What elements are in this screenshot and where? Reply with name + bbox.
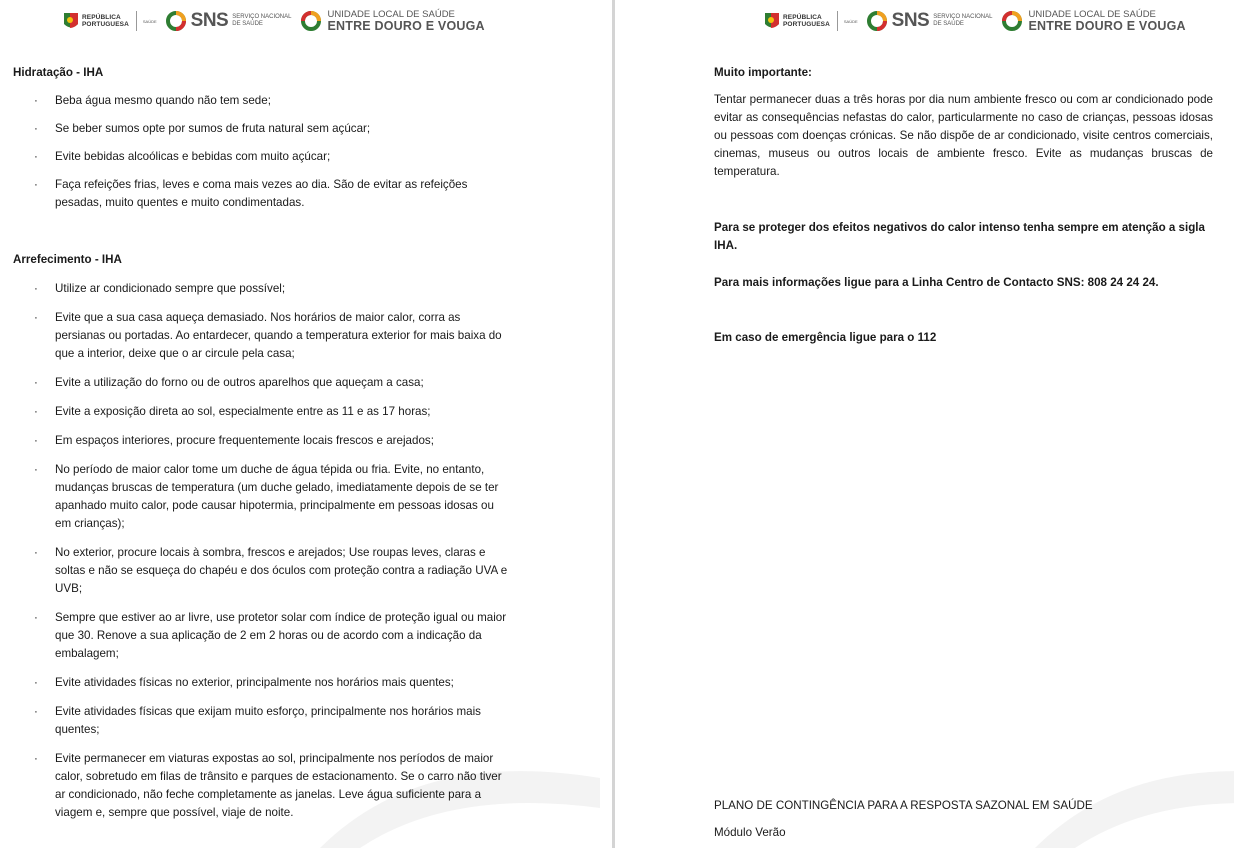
list-item	[13, 461, 513, 533]
list-item	[13, 750, 513, 822]
list-item	[13, 176, 513, 212]
document-page-right	[615, 0, 1234, 848]
sns-logo	[191, 10, 292, 32]
list-item-text: No exterior, procure locais à sombra, frescos e arejados; Use roupas leves, claras e soltas e não se esqueça do chapéu e dos óculos com proteção contra a radiação UVA e UVB;	[55, 546, 508, 595]
uls-line1: UNIDADE LOCAL DE SAÚDE	[1028, 9, 1156, 20]
section-heading-arrefecimento: Arrefecimento - IHA	[13, 253, 122, 266]
list-item	[13, 92, 513, 110]
list-item	[13, 309, 513, 363]
portugal-flag-icon	[63, 11, 79, 31]
sns-ring-icon	[165, 10, 187, 32]
saude-label: SAÚDE	[142, 18, 157, 24]
document-page-left	[0, 0, 612, 848]
important-heading: Muito importante:	[714, 66, 812, 79]
republica-logo	[63, 11, 129, 31]
bullet-marker: ·	[34, 282, 38, 295]
uls-logo	[300, 9, 484, 33]
list-item	[13, 609, 513, 663]
list-item-text: Evite bebidas alcoólicas e bebidas com muito açúcar;	[55, 150, 331, 163]
republica-line2: PORTUGUESA	[783, 21, 830, 28]
uls-logo	[1001, 9, 1185, 33]
bullet-marker: ·	[34, 150, 38, 163]
sns-line1: SERVIÇO NACIONAL	[933, 14, 993, 20]
emergency-note	[714, 329, 1224, 347]
uls-line2: ENTRE DOURO E VOUGA	[1028, 19, 1186, 33]
list-item	[13, 544, 513, 598]
bullet-marker: ·	[34, 178, 38, 191]
list-item-text: Beba água mesmo quando não tem sede;	[55, 94, 271, 107]
bullet-marker: ·	[34, 611, 38, 624]
bullet-marker: ·	[34, 546, 38, 559]
arrefecimento-section	[13, 251, 513, 822]
header-divider	[837, 11, 838, 31]
bullet-marker: ·	[34, 405, 38, 418]
bullet-marker: ·	[34, 311, 38, 324]
list-item	[13, 432, 513, 450]
list-item-text: Evite que a sua casa aqueça demasiado. Nos horários de maior calor, corra as persianas ou portadas. Ao entardecer, quando a temperatura exterior for mais baixa do que a interior, deixe que o ar circule pela casa;	[55, 311, 502, 360]
contact-note	[714, 274, 1224, 292]
portugal-flag-icon	[764, 11, 780, 31]
uls-ring-icon	[300, 10, 322, 32]
protect-note	[714, 219, 1224, 255]
list-item-text: Se beber sumos opte por sumos de fruta natural sem açúcar;	[55, 122, 371, 135]
list-item-text: Evite a exposição direta ao sol, especialmente entre as 11 e as 17 horas;	[55, 405, 431, 418]
bullet-marker: ·	[34, 463, 38, 476]
list-item-text: Evite atividades físicas que exijam muito esforço, principalmente nos horários mais quentes;	[55, 705, 481, 736]
republica-line2: PORTUGUESA	[82, 21, 129, 28]
list-item-text: Utilize ar condicionado sempre que possível;	[55, 282, 286, 295]
page-header	[63, 6, 485, 36]
republica-line1: REPÚBLICA	[82, 14, 121, 21]
uls-line1: UNIDADE LOCAL DE SAÚDE	[327, 9, 455, 20]
uls-line2: ENTRE DOURO E VOUGA	[327, 19, 485, 33]
header-divider	[136, 11, 137, 31]
list-item	[13, 403, 513, 421]
bullet-marker: ·	[34, 676, 38, 689]
section-heading-hidratacao: Hidratação - IHA	[13, 66, 104, 79]
list-item	[13, 148, 513, 166]
list-item-text: No período de maior calor tome um duche de água tépida ou fria. Evite, no entanto, mudanças bruscas de temperatura (um duche gelado, imediatamente depois de se ter apanhado muito calor, pode causar hipotermia, principalmente em pessoas idosas ou em crianças);	[55, 463, 499, 530]
republica-line1: REPÚBLICA	[783, 14, 822, 21]
bullet-marker: ·	[34, 94, 38, 107]
list-item	[13, 374, 513, 392]
bullet-marker: ·	[34, 705, 38, 718]
bullet-marker: ·	[34, 376, 38, 389]
page-footer	[714, 797, 1224, 842]
list-item-text: Evite a utilização do forno ou de outros aparelhos que aqueçam a casa;	[55, 376, 424, 389]
sns-text: SNS	[891, 10, 930, 31]
sns-text: SNS	[190, 10, 229, 31]
saude-label: SAÚDE	[843, 18, 858, 24]
important-section	[714, 64, 1213, 181]
list-item	[13, 280, 513, 298]
footer-module: Módulo Verão	[714, 826, 786, 839]
bullet-marker: ·	[34, 434, 38, 447]
list-item-text: Evite atividades físicas no exterior, principalmente nos horários mais quentes;	[55, 676, 454, 689]
sns-line2: DE SAÚDE	[232, 21, 263, 27]
sns-ring-icon	[866, 10, 888, 32]
bullet-marker: ·	[34, 122, 38, 135]
list-item	[13, 674, 513, 692]
bullet-marker: ·	[34, 752, 38, 765]
sns-logo	[892, 10, 993, 32]
page-header	[764, 6, 1186, 36]
sns-line2: DE SAÚDE	[933, 21, 964, 27]
important-paragraph: Tentar permanecer duas a três horas por dia num ambiente fresco ou com ar condicionado pode evitar as consequências nefastas do calor, particularmente no caso de crianças, pessoas idosas ou pessoas com doenças crónicas. Se não dispõe de ar condicionado, visite centros comerciais, cinemas, museus ou outros locais de ambiente fresco. Evite as mudanças bruscas de temperatura.	[714, 93, 1213, 178]
footer-title: PLANO DE CONTINGÊNCIA PARA A RESPOSTA SAZONAL EM SAÚDE	[714, 799, 1093, 812]
republica-logo	[764, 11, 830, 31]
protect-text: Para se proteger dos efeitos negativos do calor intenso tenha sempre em atenção a sigla IHA.	[714, 221, 1205, 252]
arrefecimento-list	[13, 280, 513, 822]
list-item-text: Sempre que estiver ao ar livre, use protetor solar com índice de proteção igual ou maior que 30. Renove a sua aplicação de 2 em 2 horas ou de acordo com a indicação da embalagem;	[55, 611, 507, 660]
contact-text: Para mais informações ligue para a Linha Centro de Contacto SNS: 808 24 24 24.	[714, 276, 1159, 289]
uls-ring-icon	[1001, 10, 1023, 32]
hidratacao-section	[13, 64, 513, 212]
list-item-text: Em espaços interiores, procure frequentemente locais frescos e arejados;	[55, 434, 434, 447]
list-item	[13, 703, 513, 739]
sns-line1: SERVIÇO NACIONAL	[232, 14, 292, 20]
hidratacao-list	[13, 92, 513, 212]
list-item-text: Evite permanecer em viaturas expostas ao sol, principalmente nos períodos de maior calor, sobretudo em filas de trânsito e parques de estacionamento. Se o carro não tiver ar condicionado, não feche completamente as janelas. Leve água suficiente para a viagem e, sempre que possível, viaje de noite.	[55, 752, 502, 819]
list-item-text: Faça refeições frias, leves e coma mais vezes ao dia. São de evitar as refeições pesadas, muito quentes e muito condimentadas.	[55, 178, 468, 209]
list-item	[13, 120, 513, 138]
emergency-text: Em caso de emergência ligue para o 112	[714, 331, 937, 344]
